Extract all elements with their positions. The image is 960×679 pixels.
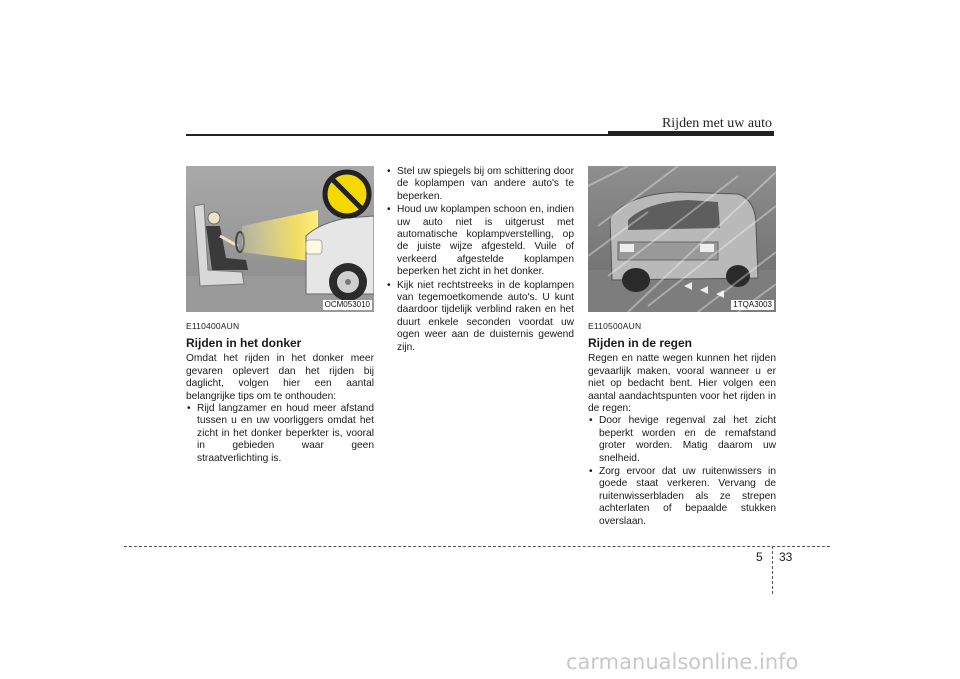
section-intro: Omdat het rijden in het donker meer gevaren oplevert dan het rijden bij daglicht, volgen hier een aantal belangrijke tips om te onthouden: <box>186 353 374 402</box>
bullet-list <box>186 403 374 465</box>
list-item: • Stel uw spiegels bij om schittering door de koplampen van andere auto's te beperken. <box>386 166 574 203</box>
bullet-list <box>386 166 574 354</box>
night-driving-image <box>186 166 374 312</box>
rain-driving-image <box>588 166 776 312</box>
rain-driving-illustration <box>588 166 776 312</box>
section-heading: Rijden in het donker <box>186 336 302 351</box>
page-header-title: Rijden met uw auto <box>661 116 772 131</box>
page-number: 33 <box>779 550 793 564</box>
bullet-list <box>588 415 776 528</box>
image-code: OCM053010 <box>324 300 370 309</box>
section-intro: Regen en natte wegen kunnen het rijden gevaarlijk maken, vooral wanneer u er niet op bedacht bent. Hier volgen een aantal aandachtspunten voor het rijden in de regen: <box>588 353 776 415</box>
header-accent-bar <box>608 131 774 136</box>
section-code: E110500AUN <box>588 321 642 331</box>
list-item: • Zorg ervoor dat uw ruitenwissers in goede staat verkeren. Vervang de ruitenwisserbladen als ze strepen achterlaten of bepaalde stukken overslaan. <box>588 466 776 528</box>
footer-rule <box>124 546 830 547</box>
left-column <box>186 166 374 466</box>
list-item: • Houd uw koplampen schoon en, indien uw auto niet is uitgerust met automatische koplampverstelling, op de juiste wijze afgesteld. Vuile of verkeerd afgestelde koplampen beperken het zicht in het donker. <box>386 204 574 278</box>
image-code: 1TQA3003 <box>733 300 772 309</box>
section-code: E110400AUN <box>186 321 240 331</box>
list-item: • Kijk niet rechtstreeks in de koplampen van tegemoetkomende auto's. U kunt daardoor tijdelijk verblind raken en het duurt enkele seconden voordat uw ogen weer aan de duisternis gewend zijn. <box>386 280 574 354</box>
night-driving-illustration <box>186 166 374 312</box>
list-item: • Rijd langzamer en houd meer afstand tussen u en uw voorliggers omdat het zicht in het donker beperkter is, vooral in gebieden waar geen straatverlichting is. <box>186 403 374 465</box>
watermark: carmanualsonline.info <box>566 650 799 674</box>
middle-column <box>386 166 574 355</box>
list-item: • Door hevige regenval zal het zicht beperkt worden en de remafstand groter worden. Matig daarom uw snelheid. <box>588 415 776 465</box>
right-column <box>588 166 776 529</box>
footer-divider <box>772 546 773 594</box>
section-heading: Rijden in de regen <box>588 336 693 351</box>
chapter-number: 5 <box>756 550 763 564</box>
